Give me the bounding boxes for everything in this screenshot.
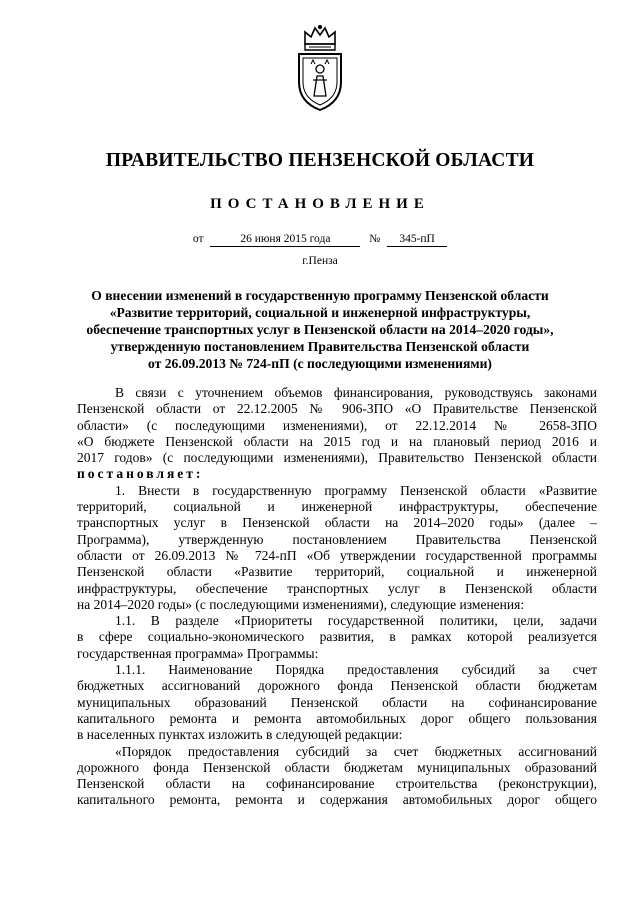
heading-line: утвержденную постановлением Правительства Пензенской области bbox=[110, 339, 530, 354]
body-line: 1.1. В разделе «Приоритеты государственной политики, цели, задачи bbox=[115, 613, 597, 629]
body-line: капитального ремонта и ремонта автомобильных дорог общего пользования bbox=[77, 710, 597, 726]
body-line: 1.1.1. Наименование Порядка предоставления субсидий за счет bbox=[115, 662, 597, 678]
body-line: «О бюджете Пензенской области на 2015 год и на плановый период 2016 и bbox=[77, 433, 597, 449]
document-date-number-line bbox=[0, 232, 640, 247]
body-line: бюджетных ассигнований дорожного фонда Пензенской области бюджетам bbox=[77, 678, 597, 694]
body-line: области от 26.09.2013 № 724-пП «Об утверждении государственной программы bbox=[77, 547, 597, 563]
date-prefix: от bbox=[192, 233, 204, 245]
body-line: дорожного фонда Пензенской области бюджетам муниципальных образований bbox=[77, 759, 597, 775]
body-line: государственная программа» Программы: bbox=[77, 645, 319, 661]
body-line: территорий, социальной и инженерной инфраструктуры, обеспечение bbox=[77, 499, 597, 515]
body-line: 2017 годов» (с последующими изменениями), Правительство Пензенской области bbox=[77, 450, 597, 466]
document-number: 345-пП bbox=[387, 232, 447, 247]
document-type: ПОСТАНОВЛЕНИЕ bbox=[210, 196, 430, 212]
body-line: Программа), утвержденную постановлением Правительства Пензенской bbox=[77, 531, 597, 547]
heading-line: О внесении изменений в государственную программу Пензенской области bbox=[91, 288, 549, 303]
government-title: ПРАВИТЕЛЬСТВО ПЕНЗЕНСКОЙ ОБЛАСТИ bbox=[105, 150, 535, 171]
body-line: Пензенской области на софинансирование строительства (реконструкции), bbox=[77, 776, 597, 792]
body-line: муниципальных образований Пензенской области на софинансирование bbox=[77, 694, 597, 710]
document-date: 26 июня 2015 года bbox=[210, 232, 360, 247]
document-city: г.Пенза bbox=[302, 255, 338, 267]
body-line: транспортных услуг в Пензенской области на 2014–2020 годы» (далее – bbox=[77, 515, 597, 531]
body-line: на 2014–2020 годы» (с последующими изменениями), следующие изменения: bbox=[77, 596, 525, 612]
body-line: капитального ремонта, ремонта и содержания автомобильных дорог общего bbox=[77, 792, 597, 808]
body-line: «Порядок предоставления субсидий за счет бюджетных ассигнований bbox=[115, 743, 597, 759]
document-body bbox=[77, 385, 597, 809]
body-line: инфраструктуры, обеспечение транспортных услуг в Пензенской области bbox=[77, 580, 597, 596]
body-line: В связи с уточнением объемов финансирования, руководствуясь законами bbox=[115, 385, 597, 400]
body-line: в сфере социально-экономического развития, в рамках которой реализуется bbox=[77, 629, 597, 645]
document-heading bbox=[70, 287, 570, 372]
body-line: области» (с последующими изменениями), от 22.12.2014 № 2658-ЗПО bbox=[77, 417, 597, 433]
heading-line: обеспечение транспортных услуг в Пензенской области на 2014–2020 годы», bbox=[86, 322, 554, 337]
body-line: Пензенской области от 22.12.2005 № 906-ЗПО «О Правительстве Пензенской bbox=[77, 401, 597, 417]
decree-word: постановляет: bbox=[77, 466, 204, 482]
heading-line: «Развитие территорий, социальной и инженерной инфраструктуры, bbox=[109, 305, 531, 320]
body-line: Пензенской области «Развитие территорий, социальной и инженерной bbox=[77, 564, 597, 580]
coat-of-arms-icon bbox=[293, 24, 347, 112]
heading-line: от 26.09.2013 № 724-пП (с последующими изменениями) bbox=[148, 356, 492, 371]
number-prefix: № bbox=[369, 233, 381, 245]
body-line: 1. Внести в государственную программу Пензенской области «Развитие bbox=[115, 482, 597, 498]
body-line: в населенных пунктах изложить в следующей редакции: bbox=[77, 727, 403, 743]
decree-statement bbox=[77, 466, 597, 482]
